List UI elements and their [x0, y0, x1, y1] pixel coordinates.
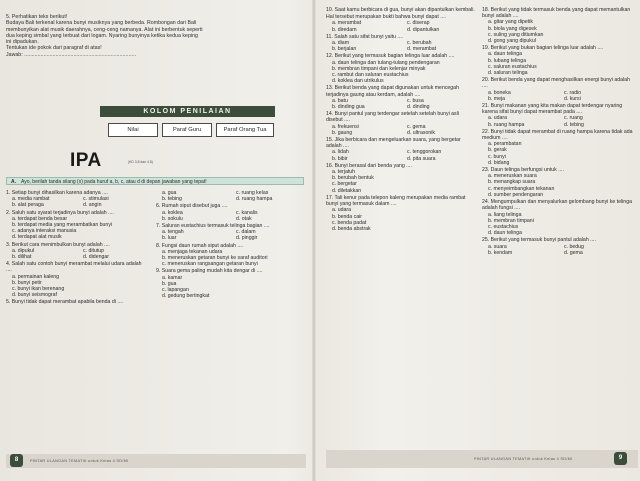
answer-options [6, 248, 148, 260]
answer-option[interactable]: c. ruang [564, 115, 583, 122]
answer-option[interactable]: b. terdapat media yang merambatkan bunyi [12, 222, 113, 229]
question-text: 15. Jika berbicara dan mengeluarkan suara, yang bergetar adalah .... [326, 137, 461, 150]
answer-option[interactable]: c. busa [407, 97, 424, 104]
answer-option[interactable]: b. diredam [332, 26, 357, 33]
answer-option[interactable]: b. meja [488, 95, 506, 102]
section-instruction [6, 177, 304, 185]
answer-options [156, 275, 304, 300]
question [156, 223, 304, 242]
answer-option[interactable]: a. daun telinga dan tulang-tulang pendengaran [332, 59, 440, 66]
answer-option[interactable]: a. diam [332, 40, 350, 47]
answer-option[interactable]: a. kamar [162, 274, 183, 281]
answer-option[interactable]: d. gema [564, 249, 583, 256]
question [6, 261, 148, 298]
answer-option[interactable]: a. menjaga tekanan udara [162, 248, 223, 255]
question-text: 4. Salah satu contoh bunyi merambat melalui udara adalah .... [6, 261, 142, 274]
answer-option[interactable]: b. bibir [332, 155, 348, 162]
answer-option[interactable]: a. batu [332, 97, 348, 104]
answer-option[interactable]: c. menyeimbangkan tekanan [488, 185, 555, 192]
answer-option[interactable]: b. berubah bentuk [332, 175, 374, 182]
answer-options [326, 20, 476, 32]
question-text: 21. Bunyi makanan yang kita makan dapat terdengar nyaring karena sifat bunyi dapat merambat pada .... [482, 103, 623, 116]
answer-option[interactable]: d. dipantulkan [407, 26, 440, 33]
answer-option[interactable]: d. kursi [564, 95, 581, 102]
answer-option[interactable]: a. permainan kaleng [12, 273, 60, 280]
page-number-right: 9 [614, 452, 627, 465]
question-text: 8. Fungsi daun rumah siput adalah .... [156, 242, 244, 249]
question-text: 14. Bunyi pantul yang terdengar setelah setelah bunyi asli disebut .... [326, 111, 459, 124]
answer-options [482, 51, 634, 76]
answer-option[interactable] [274, 261, 304, 267]
question-text: Hal tersebut merupakan bukti bahwa bunyi dapat .... [326, 14, 446, 21]
answer-options [326, 207, 476, 232]
question [482, 77, 634, 102]
answer-option[interactable]: d. sumber pendengaran [488, 191, 544, 198]
question [482, 129, 634, 166]
answer-options [156, 229, 304, 241]
answer-option[interactable]: d. bunyi seismograf [12, 292, 57, 299]
answer-option[interactable]: a. daun telinga [488, 51, 523, 58]
question [326, 111, 476, 136]
question [326, 34, 476, 53]
question-text: 7. Saluran eustachius termasuk telinga bagian .... [156, 223, 270, 230]
answer-option[interactable]: b. alat peraga [12, 202, 44, 209]
answer-option[interactable]: d. daun telinga [488, 230, 523, 237]
question [326, 163, 476, 194]
question [482, 167, 634, 198]
answer-options [482, 212, 634, 237]
answer-options [482, 115, 634, 127]
answer-option[interactable]: d. ruang hampa [236, 196, 273, 203]
question [156, 203, 304, 222]
answer-options [156, 249, 304, 268]
left-footer [6, 454, 306, 468]
question [6, 242, 148, 261]
question [156, 190, 304, 202]
answer-option[interactable]: a. meneruskan suara [488, 173, 537, 180]
answer-option[interactable]: c. bunyi [488, 153, 506, 160]
answer-options [326, 124, 476, 136]
answer-options [6, 196, 148, 208]
right-footer [326, 450, 638, 468]
question [482, 45, 634, 76]
answer-option[interactable]: d. otak [236, 215, 252, 222]
footer-text-right: PINTAR ULANGAN TEMATIK untuk Kelas 4 SD/MI [474, 457, 573, 461]
right-column-1 [326, 6, 476, 232]
answer-options [482, 141, 634, 166]
answer-option[interactable]: a. terdapat benda besar [12, 215, 68, 222]
answer-options [326, 169, 476, 194]
answer-option[interactable]: d. ultrasonik [407, 129, 435, 136]
answer-options [6, 274, 148, 299]
answer-option[interactable]: b. tebing [162, 196, 182, 203]
question [6, 299, 148, 305]
question [156, 268, 304, 299]
answer-option[interactable]: c. radio [564, 89, 582, 96]
answer-option[interactable]: a. tengah [162, 229, 184, 236]
question [326, 195, 476, 232]
right-column-2 [482, 6, 634, 256]
answer-options [482, 19, 634, 44]
teacher-sign-box: Paraf Guru [162, 123, 212, 137]
question [326, 7, 476, 13]
question-text: 10. Saat kamu berbicara di gua, bunyi akan dipantulkan kembali. [326, 7, 475, 13]
answer-option[interactable]: d. gong yang dipukul [488, 38, 536, 45]
answer-options [156, 190, 304, 202]
answer-option[interactable]: d. angin [83, 202, 102, 209]
essay-line: Tentukan ide pokok dari paragraf di atas! [6, 45, 102, 52]
question-text: 9. Suara gema paling mudah kita dengar di .... [156, 268, 263, 275]
answer-option[interactable]: a. perambatan [488, 141, 522, 148]
answer-option[interactable]: a. gua [162, 190, 177, 196]
answer-option[interactable]: b. membran timpani [488, 217, 534, 224]
question [326, 53, 476, 84]
question-text: 3. Berikut cara menimbulkan bunyi adalah .... [6, 241, 110, 248]
question-text: 16. Bunyi berasal dari benda yang .... [326, 162, 412, 169]
answer-option[interactable]: c. bunyi ikan berenang [12, 286, 65, 293]
answer-option[interactable]: c. saluran eustachius [488, 63, 537, 70]
answer-option[interactable]: c. gema [407, 123, 426, 130]
score-box: Nilai [108, 123, 158, 137]
question-text: 25. Berikut yang termasuk bunyi pantul adalah .... [482, 237, 596, 244]
answer-options [482, 244, 634, 256]
answer-option[interactable]: a. koklea [162, 209, 183, 216]
answer-option[interactable]: c. eustachius [488, 223, 519, 230]
essay-task-5 [6, 14, 306, 58]
answer-options [326, 98, 476, 110]
answer-option[interactable]: a. media rambat [12, 196, 50, 203]
answer-option[interactable]: c. ditutup [83, 247, 105, 254]
essay-line: Jawab: ........................................................................... [6, 51, 137, 58]
question-text: 6. Rumah siput disebut juga .... [156, 203, 228, 210]
answer-option[interactable]: a. gitar yang dipetik [488, 19, 533, 26]
question [482, 199, 634, 236]
answer-option[interactable]: a. merambat [332, 20, 362, 27]
page-number-left: 8 [10, 454, 23, 467]
answer-option[interactable]: b. dilihat [12, 254, 32, 261]
answer-option[interactable]: c. suling yang ditiumkan [488, 31, 544, 38]
footer-text-left: PINTAR ULANGAN TEMATIK untuk Kelas 4 SD/MI [30, 459, 129, 463]
answer-option[interactable]: b. meneruskan getaran bunyi ke saraf auditori [162, 255, 268, 262]
answer-option[interactable]: b. lubang telinga [488, 57, 527, 64]
answer-option[interactable]: d. pinggir [236, 235, 258, 242]
answer-option[interactable]: a. dipukul [12, 247, 35, 254]
answer-option[interactable]: d. tebing [564, 121, 584, 128]
question-text: 12. Berikut yang termasuk bagian telinga luar adalah .... [326, 53, 455, 60]
answer-option[interactable]: d. koklea dan utrikulus [332, 78, 384, 85]
answer-option[interactable]: d. pita suara [407, 155, 436, 162]
answer-option[interactable]: c. kanalis [236, 209, 258, 216]
answer-option[interactable]: d. terdapat alat musik [12, 234, 62, 241]
answer-option[interactable]: d. saluran telinga [488, 70, 528, 77]
answer-option[interactable]: b. benda cair [332, 213, 362, 220]
subject-competency: (KD 3.8 dan 4.8) [128, 160, 153, 164]
essay-line: dua keping simbal yang terbuat dari logam. Nyaring bunyinya ketika kedua keping [6, 32, 198, 39]
question [482, 103, 634, 128]
answer-option[interactable]: c. bedug [564, 243, 584, 250]
question-text: 1. Setiap bunyi dihasilkan karena adanya .... [6, 190, 108, 196]
left-column-1 [6, 189, 148, 306]
answer-option[interactable]: c. tenggorokan [407, 149, 442, 156]
essay-line: membunyikan alat musik daerahnya, ceng-ceng namanya. Alat ini berbentuk seperti [6, 26, 203, 33]
answer-option[interactable]: d. bidang [488, 159, 510, 166]
page-fold [312, 0, 316, 481]
question [6, 190, 148, 209]
question-text: 11. Salah satu sifat bunyi yaitu .... [326, 33, 404, 40]
answer-option[interactable]: b. berjalan [332, 46, 357, 53]
subject-title: IPA [70, 150, 102, 171]
answer-options [326, 149, 476, 161]
answer-option[interactable]: b. bunyi petir [12, 279, 42, 286]
answer-options [6, 216, 148, 241]
answer-option[interactable]: a. udara [488, 115, 508, 122]
question [6, 210, 148, 241]
question-text: 22. Bunyi tidak dapat merambat di ruang hampa karena tidak ada medium .... [482, 128, 633, 142]
answer-option[interactable]: a. lidah [332, 149, 349, 156]
answer-option[interactable]: b. menangkap suara [488, 179, 536, 186]
answer-option[interactable]: a. liang telinga [488, 211, 522, 218]
assessment-banner [100, 106, 275, 158]
answer-option[interactable]: d. merambat [407, 46, 437, 53]
answer-option[interactable]: b. gua [162, 280, 177, 287]
answer-option[interactable]: b. gaung [332, 129, 353, 136]
answer-option[interactable]: c. diserap [407, 20, 430, 27]
answer-option[interactable]: c. dalam [236, 229, 256, 236]
question [326, 137, 476, 162]
answer-option[interactable]: c. adanya interaksi manusia [12, 228, 77, 235]
left-column-2 [156, 189, 304, 299]
answer-option[interactable]: c. bergetar [332, 181, 357, 188]
answer-option[interactable]: b. kendam [488, 249, 513, 256]
question-text: 23. Daun telinga berfungsi untuk .... [482, 167, 564, 174]
essay-line: Budaya Bali terkenal karena bunyi musiknya yang berbeda. Rombongan dari Bali [6, 20, 197, 27]
question-text: 17. Tali kenur pada telepon kaleng merupakan media rambat bunyi yang termasuk dalam .... [326, 194, 466, 208]
answer-options [482, 90, 634, 102]
question [482, 237, 634, 256]
answer-option[interactable]: d. didengar [83, 254, 109, 261]
answer-option[interactable]: a. suara [488, 243, 507, 250]
question-text: 5. Bunyi tidak dapat merambat apabila benda di .... [6, 299, 124, 306]
essay-line: 5. Perhatikan teks berikut! [6, 14, 68, 20]
answer-option[interactable]: b. gerak [488, 147, 507, 154]
question-text: 19. Berikut yang bukan bagian telinga luar adalah .... [482, 45, 604, 52]
answer-option[interactable]: c. benda padat [332, 219, 367, 226]
answer-option[interactable]: b. biola yang digesek [488, 25, 537, 32]
section-letter: A. [11, 179, 16, 185]
answer-option[interactable]: a. frekuensi [332, 123, 359, 130]
answer-options [326, 60, 476, 85]
answer-options [482, 173, 634, 198]
question [156, 243, 304, 268]
answer-option[interactable]: c. rambut dan saluran eustachius [332, 72, 409, 79]
answer-option[interactable]: b. membran timpani dan kelenjar minyak [332, 65, 426, 72]
question [326, 85, 476, 110]
question [482, 7, 634, 44]
answer-option[interactable]: a. udara [332, 207, 352, 214]
answer-option[interactable]: c. meneruskan rangsangan getaran bunyi [162, 261, 258, 268]
question-text: 18. Berikut yang tidak termasuk benda yang dapat memantulkan bunyi adalah .... [482, 7, 631, 20]
answer-option[interactable]: b. luar [162, 235, 177, 242]
answer-option[interactable]: a. terjatuh [332, 169, 356, 176]
answer-option[interactable]: d. diletakkan [332, 187, 362, 194]
question-text: 13. Berikut benda yang dapat digunakan untuk mencegah terjadinya gaung atau kerdam, adalah .... [326, 85, 459, 98]
answer-options [326, 40, 476, 52]
answer-option[interactable]: d. gedung bertingkat [162, 293, 210, 300]
section-text: Ayo, berilah tanda silang (x) pada huruf a, b, c, atau d di depan jawaban yang tepat! [21, 179, 207, 185]
question-text: 2. Saluh satu syarat terjadinya bunyi adalah .... [6, 209, 114, 216]
parent-sign-box: Paraf Orang Tua [216, 123, 274, 137]
answer-option[interactable]: d. dinding [407, 104, 430, 111]
answer-options [156, 210, 304, 222]
answer-option[interactable]: a. boneka [488, 89, 511, 96]
answer-option[interactable]: c. lapangan [162, 287, 189, 294]
essay-line: ini dipadukan. [6, 39, 39, 46]
answer-option[interactable]: c. ruang kelas [236, 190, 269, 196]
answer-option[interactable]: b. ruang hampa [488, 121, 525, 128]
question-text: 20. Berikut benda yang dapat menghasilkan energi bunyi adalah .... [482, 77, 630, 90]
question-text: 24. Mengumpulkan dan menyalurkan gelombang bunyi ke telinga adalah fungsi .... [482, 199, 632, 212]
banner-title: KOLOM PENILAIAN [100, 106, 275, 117]
answer-option[interactable]: c. berubah [407, 40, 432, 47]
answer-option[interactable]: b. sokulu [162, 215, 183, 222]
answer-option[interactable]: b. dinding gua [332, 104, 365, 111]
question [326, 14, 476, 33]
answer-option[interactable]: d. benda abstrak [332, 225, 371, 232]
answer-option[interactable]: c. stimulasi [83, 196, 109, 203]
